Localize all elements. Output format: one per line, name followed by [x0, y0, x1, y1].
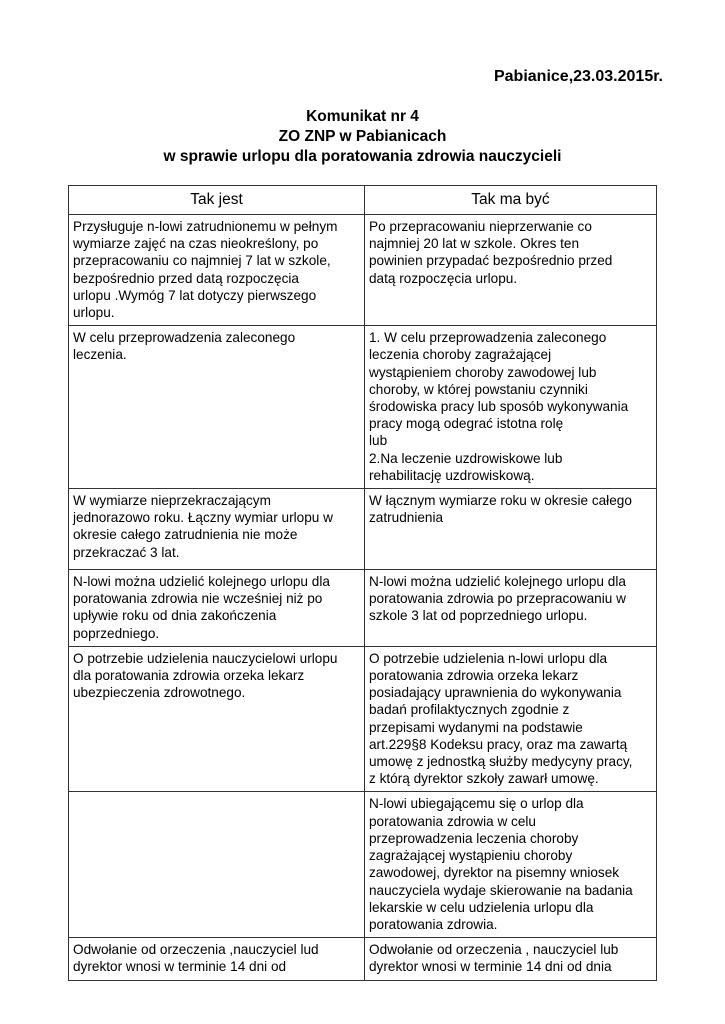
- column-header-proposed: Tak ma być: [365, 186, 657, 215]
- heading-line-title: Komunikat nr 4: [306, 108, 419, 125]
- cell-proposed: O potrzebie udzielenia n-lowi urlopu dla poratowania zdrowia orzeka lekarz posiadający uprawnienia do wykonywania badań profilaktycznych zgodnie z przepisami wydanymi na podstawie art.229§8 Kodeksu pracy, oraz ma zawartą umowę z jednostką służby medycyny pracy, z którą dyrektor szkoły zawarł umowę.: [365, 646, 657, 792]
- table-row: [69, 489, 657, 570]
- heading-line-subject: w sprawie urlopu dla poratowania zdrowia nauczycieli: [163, 148, 562, 165]
- column-header-current: Tak jest: [69, 186, 365, 215]
- table-row: [69, 326, 657, 489]
- table-row: [69, 646, 657, 792]
- cell-proposed: N-lowi można udzielić kolejnego urlopu dla poratowania zdrowia po przepracowaniu w szkole 3 lat od poprzedniego urlopu.: [365, 570, 657, 647]
- cell-current: N-lowi można udzielić kolejnego urlopu dla poratowania zdrowia nie wcześniej niż po upływie roku od dnia zakończenia poprzedniego.: [69, 570, 365, 647]
- heading-line-organization: ZO ZNP w Pabianicach: [278, 128, 447, 145]
- cell-current: W celu przeprowadzenia zaleconego leczenia.: [69, 326, 365, 489]
- table-row: [69, 938, 657, 980]
- document-heading: [0, 107, 725, 167]
- document-date: Pabianice,23.03.2015r.: [493, 68, 663, 85]
- cell-proposed: Odwołanie od orzeczenia , nauczyciel lub dyrektor wnosi w terminie 14 dni od dnia: [365, 938, 657, 980]
- cell-current: W wymiarze nieprzekraczającym jednorazowo roku. Łączny wymiar urlopu w okresie całego zatrudnienia nie może przekraczać 3 lat.: [69, 489, 365, 570]
- table-row: [69, 215, 657, 326]
- cell-current: O potrzebie udzielenia nauczycielowi urlopu dla poratowania zdrowia orzeka lekarz ubezpieczenia zdrowotnego.: [69, 646, 365, 792]
- table-row: [69, 570, 657, 647]
- table-row: [69, 792, 657, 938]
- cell-current: Przysługuje n-lowi zatrudnionemu w pełnym wymiarze zajęć na czas nieokreślony, po przepracowaniu co najmniej 7 lat w szkole, bezpośrednio przed datą rozpoczęcia urlopu .Wymóg 7 lat dotyczy pierwszego urlopu.: [69, 215, 365, 326]
- cell-proposed: Po przepracowaniu nieprzerwanie co najmniej 20 lat w szkole. Okres ten powinien przypadać bezpośrednio przed datą rozpoczęcia urlopu.: [365, 215, 657, 326]
- cell-proposed: N-lowi ubiegającemu się o urlop dla poratowania zdrowia w celu przeprowadzenia leczenia choroby zagrażającej wystąpieniu choroby zawodowej, dyrektor na pisemny wniosek nauczyciela wydaje skierowanie na badania lekarskie w celu udzielenia urlopu dla poratowania zdrowia.: [365, 792, 657, 938]
- cell-proposed: W łącznym wymiarze roku w okresie całego zatrudnienia: [365, 489, 657, 570]
- cell-current: Odwołanie od orzeczenia ,nauczyciel lud dyrektor wnosi w terminie 14 dni od: [69, 938, 365, 980]
- cell-proposed: 1. W celu przeprowadzenia zaleconego leczenia choroby zagrażającej wystąpieniem choroby zawodowej lub choroby, w której powstaniu czynniki środowiska pracy lub sposób wykonywania pracy mogą odegrać istotna rolę lub 2.Na leczenie uzdrowiskowe lub rehabilitację uzdrowiskową.: [365, 326, 657, 489]
- comparison-table: [68, 185, 657, 981]
- table-header-row: [69, 186, 657, 215]
- cell-current-empty: [69, 792, 365, 938]
